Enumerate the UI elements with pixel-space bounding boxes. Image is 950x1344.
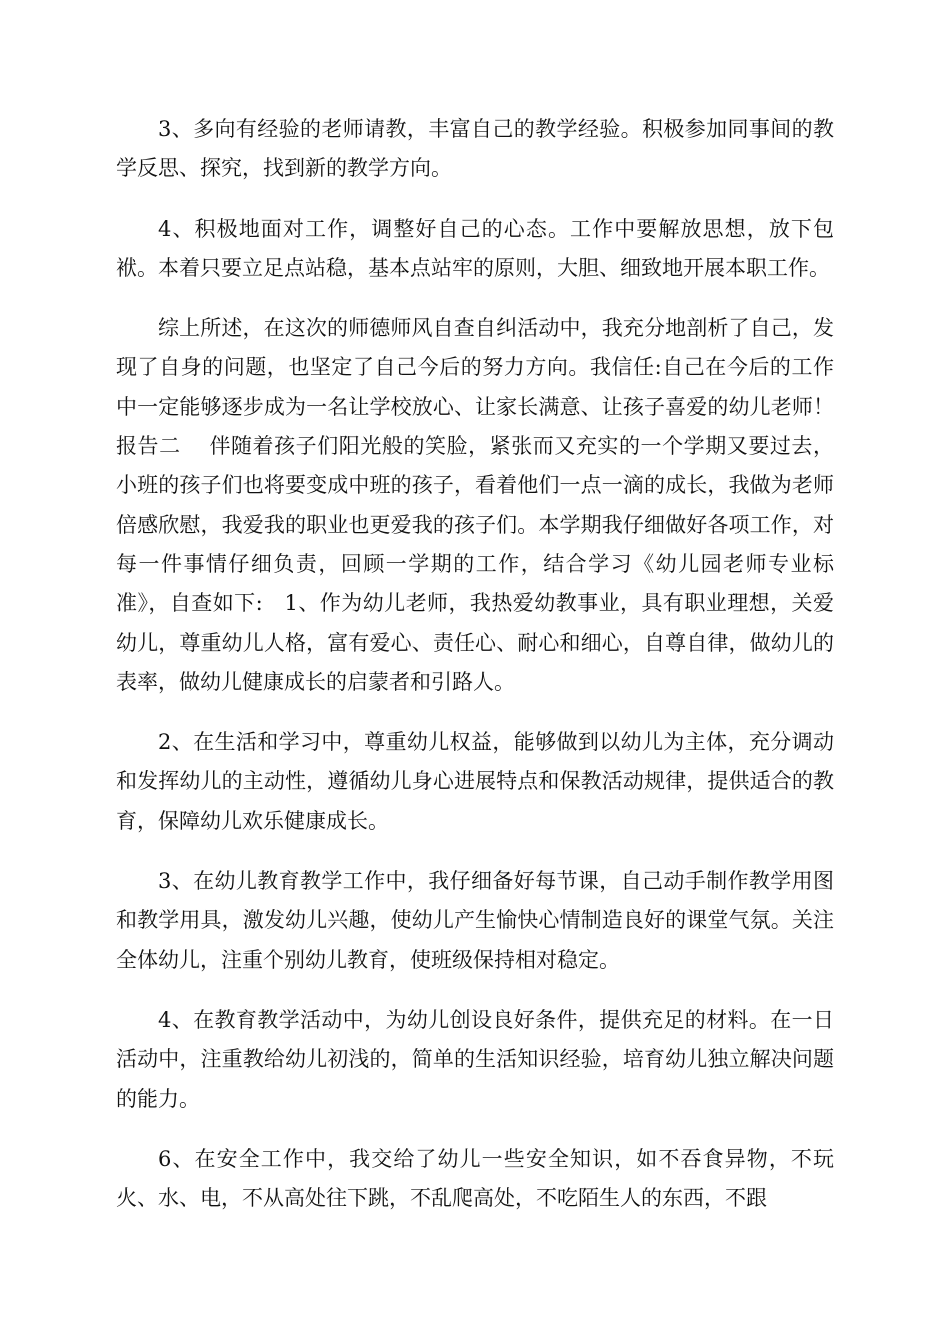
paragraph-4: 2、在生活和学习中，尊重幼儿权益，能够做到以幼儿为主体，充分调动和发挥幼儿的主动性，遵循幼儿身心进展特点和保教活动规律，提供适合的教育，保障幼儿欢乐健康成长。 bbox=[116, 730, 834, 833]
paragraph-3: 综上所述，在这次的师德师风自查自纠活动中，我充分地剖析了自己，发现了自身的问题，也坚定了自己今后的努力方向。我信任:自己在今后的工作中一定能够逐步成为一名让学校放心、让家长满意、让孩子喜爱的幼儿老师！ 报告二 伴随着孩子们阳光般的笑脸，紧张而又充实的一个学期又要过去，小班的孩子们也将要变成中班的孩子，看着他们一点一滴的成长，我做为老师倍感欣慰，我爱我的职业也更爱我的孩子们。本学期我仔细做好各项工作，对每一件事情仔细负责，回顾一学期的工作，结合学习《幼儿园老师专业标准》，自查如下: 1、作为幼儿老师，我热爱幼教事业，具有职业理想，关爱幼儿，尊重幼儿人格，富有爱心、责任心、耐心和细心，自尊自律，做幼儿的表率，做幼儿健康成长的启蒙者和引路人。 bbox=[116, 316, 855, 694]
paragraph-7: 6、在安全工作中，我交给了幼儿一些安全知识，如不吞食异物，不玩火、水、电，不从高处往下跳，不乱爬高处，不吃陌生人的东西，不跟 bbox=[116, 1146, 834, 1211]
paragraph-1: 3、多向有经验的老师请教，丰富自己的教学经验。积极参加同事间的教学反思、探究，找到新的教学方向。 bbox=[116, 117, 834, 181]
paragraph-5: 3、在幼儿教育教学工作中，我仔细备好每节课，自己动手制作教学用图和教学用具，激发幼儿兴趣，使幼儿产生愉快心情制造良好的课堂气氛。关注全体幼儿，注重个别幼儿教育，使班级保持相对稳定。 bbox=[116, 869, 834, 972]
document-body bbox=[116, 110, 855, 1239]
paragraph-6: 4、在教育教学活动中，为幼儿创设良好条件，提供充足的材料。在一日活动中，注重教给幼儿初浅的，简单的生活知识经验，培育幼儿独立解决问题的能力。 bbox=[116, 1007, 834, 1111]
paragraph-2: 4、积极地面对工作，调整好自己的心态。工作中要解放思想，放下包袱。本着只要立足点站稳，基本点站牢的原则，大胆、细致地开展本职工作。 bbox=[116, 216, 834, 280]
